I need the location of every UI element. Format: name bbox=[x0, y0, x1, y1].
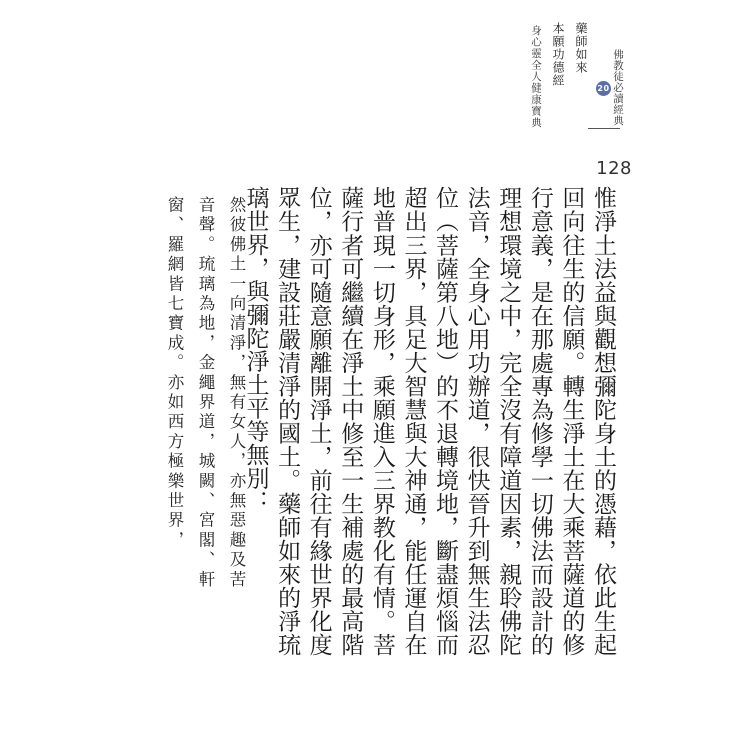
book-subtitle: 身心靈全人健康寶典 bbox=[530, 25, 542, 129]
volume-badge: 20 bbox=[596, 81, 611, 96]
series-label: 佛教徒必讀經典 bbox=[612, 48, 624, 126]
series-name bbox=[596, 22, 626, 152]
body-paragraph: 惟淨土法益與觀想彌陀身土的憑藉，依此生起回向往生的信願。轉生淨土在大乘菩薩道的修行意義，是在那處專為修學一切佛法而設計的理想環境之中，完全沒有障道因素，親聆佛陀法音，全身心用功辦道，很快晉升到無生法忍位（菩薩第八地）的不退轉境地，斷盡煩惱而超出三界，具足大智慧與大神通，能任運自在地普現一切身形，乘願進入三界教化有情。菩薩行者可繼續在淨土中修至一生補處的最高階位，亦可隨意願離開淨土，前往有緣世界化度眾生，建設莊嚴清淨的國土。藥師如來的淨琉璃世界，與彌陀淨土平等無別： bbox=[242, 186, 616, 656]
book-title-line-2: 本願功德經 bbox=[551, 22, 565, 87]
book-title-line-1: 藥師如來 bbox=[574, 22, 588, 74]
page-number: 128 bbox=[596, 158, 632, 179]
header-divider bbox=[588, 128, 620, 129]
sutra-quotation: 然彼佛土一向清淨，無有女人，亦無惡趣及苦音聲。琉璃為地，金繩界道，城闕、宮閣、軒窗、羅網皆七寶成。亦如西方極樂世界， bbox=[165, 196, 246, 590]
running-header bbox=[529, 22, 626, 152]
